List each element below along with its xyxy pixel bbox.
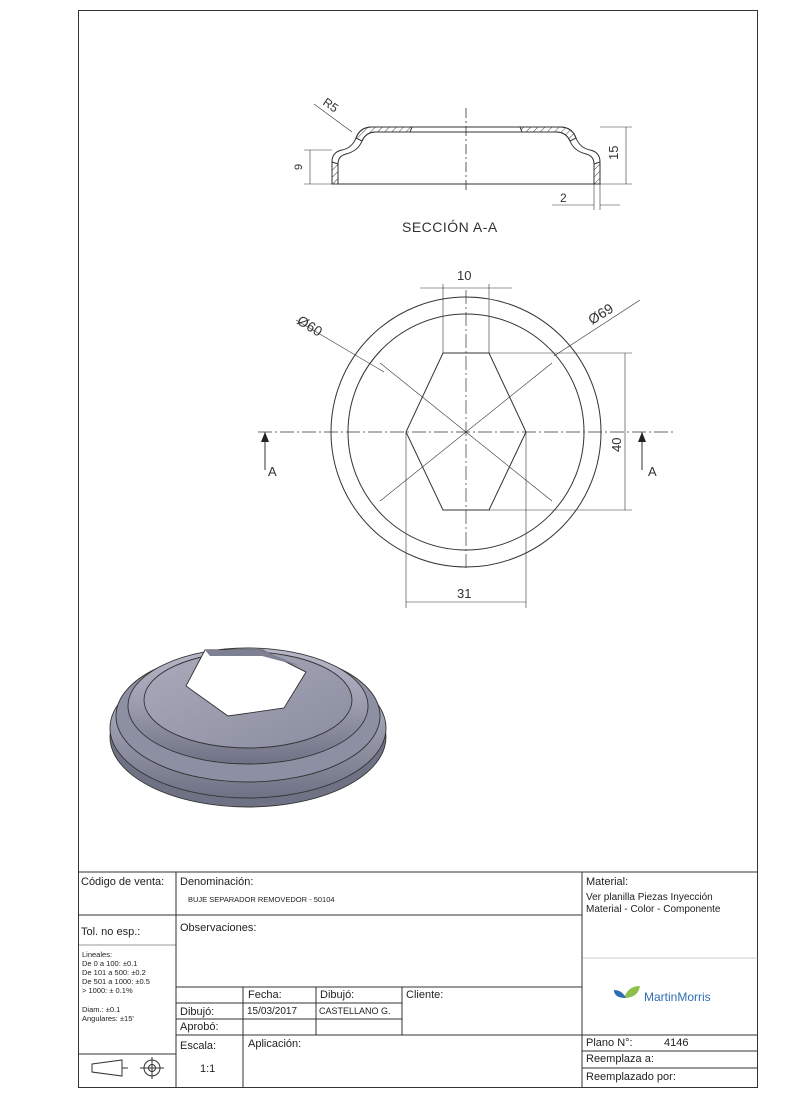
section-arrow-left [261,432,269,442]
martin-morris-logo-icon [614,986,640,998]
codigo-venta-label: Código de venta: [81,876,165,888]
tolerance-line: > 1000: ± 0.1% [82,986,133,995]
tolerance-line: De 0 a 100: ±0.1 [82,959,138,968]
reemplazado-label: Reemplazado por: [586,1071,676,1083]
reemplaza-label: Reemplaza a: [586,1053,654,1065]
denominacion-label: Denominación: [180,876,254,888]
fecha-value: 15/03/2017 [247,1006,298,1017]
material-label: Material: [586,876,629,888]
dim-2: 2 [560,191,567,205]
company-logo: MartinMorris [644,990,711,1004]
aprobo-label: Aprobó: [180,1021,219,1033]
dim-10: 10 [457,268,472,283]
observaciones-label: Observaciones: [180,922,257,934]
dim-40: 40 [609,437,624,452]
isometric-part-view [110,648,386,807]
tolerance-line [82,995,150,1005]
aplicacion-label: Aplicación: [248,1038,302,1050]
fecha-label: Fecha: [248,989,282,1001]
material-line-1: Ver planilla Piezas Inyección [586,892,713,903]
projection-symbol-icon [92,1057,164,1079]
tolerance-line: De 501 a 1000: ±0.5 [82,977,150,986]
tolerance-line: De 101 a 500: ±0.2 [82,968,146,977]
section-view [304,104,632,210]
cliente-label: Cliente: [406,989,444,1001]
dibujo-row-label: Dibujó: [180,1006,215,1018]
tolerance-line: Angulares: ±15' [82,1014,134,1023]
cut-label-left: A [268,464,277,479]
tolerance-list [82,950,150,1023]
dim-r5: R5 [320,94,341,116]
dim-dia69: Ø69 [585,299,617,328]
escala-label: Escala: [180,1040,217,1052]
denominacion-value: BUJE SEPARADOR REMOVEDOR - 50104 [188,895,335,904]
plano-label: Plano N°: [586,1037,633,1049]
dim-15: 15 [606,145,621,160]
escala-value: 1:1 [200,1063,216,1075]
dim-31: 31 [457,586,472,601]
material-line-2: Material - Color - Componente [586,904,721,915]
tolerance-label: Tol. no esp.: [81,926,141,938]
tolerance-line: Lineales: [82,950,113,959]
cut-label-right: A [648,464,657,479]
section-arrow-right [638,432,646,442]
tolerance-line: Diam.: ±0.1 [82,1005,121,1014]
dim-9: 9 [293,163,305,170]
section-label: SECCIÓN A-A [402,219,498,235]
dibujo-col-label: Dibujó: [320,989,355,1001]
dibujo-value: CASTELLANO G. [319,1006,391,1016]
plano-value: 4146 [664,1037,689,1049]
dim-dia60: Ø60 [294,311,326,340]
